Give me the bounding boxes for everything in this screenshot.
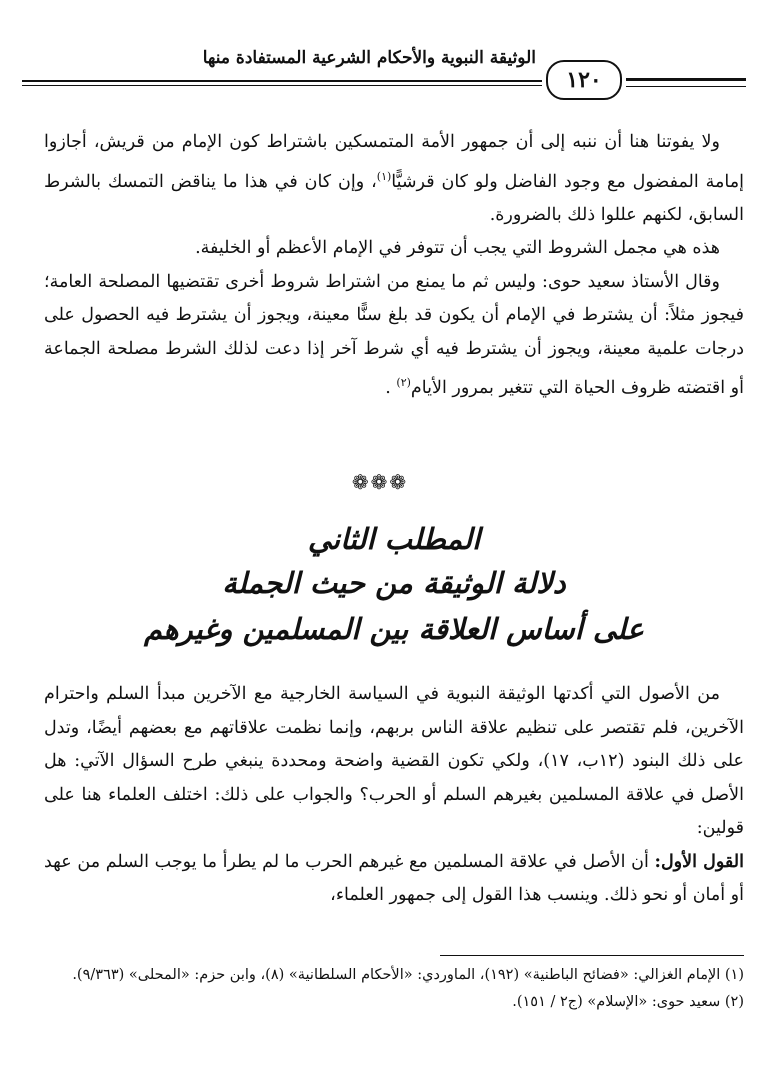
footnote-1: (١) الإمام الغزالي: «فضائح الباطنية» (١٩٢)، الماوردي: «الأحكام السلطانية» (٨)، وابن حزم: «المحلى» (٩/٣٦٣).	[72, 967, 744, 983]
paragraph-text: ، وإن كان في هذا ما يناقض التمسك بالشرط السابق، لكنهم عللوا ذلك بالضرورة.	[44, 171, 744, 225]
footnote-2: (٢) سعيد حوى: «الإسلام» (ج٢ / ١٥١).	[512, 994, 744, 1010]
page-number: ١٢٠	[546, 60, 622, 100]
paragraph-text: ولا يفوتنا هنا أن ننبه إلى أن جمهور الأمة المتمسكين باشتراط كون الإمام من قريش، أجازوا إمامة المفضول مع وجود الفاضل ولو كان قرشيًّا	[44, 132, 744, 192]
footnote-rule	[440, 955, 744, 956]
paragraph-text: .	[385, 378, 397, 399]
section-two	[44, 678, 744, 913]
page-number-rule-thin	[626, 86, 746, 87]
paragraph-text: أن الأصل في علاقة المسلمين مع غيرهم الحرب ما لم يطرأ ما يوجب السلم من عهد أو أمان أو نحو ذلك. وينسب هذا القول إلى جمهور العلماء،	[44, 851, 744, 905]
page-number-rule	[626, 78, 746, 81]
paragraph: هذه هي مجمل الشروط التي يجب أن تتوفر في الإمام الأعظم أو الخليفة.	[195, 238, 720, 259]
opinion-label: القول الأول:	[654, 851, 744, 872]
paragraph	[44, 126, 744, 232]
section-heading-line1: المطلب الثاني	[307, 522, 481, 556]
footnote-ref: (٢)	[396, 376, 411, 390]
running-title: الوثيقة النبوية والأحكام الشرعية المستفادة منها	[202, 48, 536, 68]
paragraph	[44, 266, 744, 406]
footnote-ref: (١)	[376, 169, 392, 183]
section-one	[44, 126, 744, 406]
paragraph	[44, 846, 744, 913]
ornament-divider: ❁❁❁	[351, 470, 409, 494]
header-rule	[22, 80, 542, 82]
header-rule-thin	[22, 85, 542, 86]
paragraph-text: وقال الأستاذ سعيد حوى: وليس ثم ما يمنع من اشتراط شروط أخرى تقتضيها المصلحة العامة؛ فيجوز مثلاً: أن يشترط في الإمام أن يكون قد بلغ سنًّا معينة، ويجوز أن يشترط فيه الحصول على درجات علمية معينة، ويجوز أن يشترط فيه أي شرط آخر إذا دعت لذلك الشرط مصلحة الجماعة أو اقتضته ظروف الحياة التي تتغير بمرور الأيام	[44, 271, 744, 399]
footnotes	[44, 962, 744, 1016]
section-heading-line3: على أساس العلاقة بين المسلمين وغيرهم	[144, 612, 644, 646]
section-heading-line2: دلالة الوثيقة من حيث الجملة	[222, 566, 566, 600]
paragraph: من الأصول التي أكدتها الوثيقة النبوية في السياسة الخارجية مع الآخرين مبدأ السلم واحترام الآخرين، فلم تقتصر على تنظيم علاقة الناس بربهم، وإنما نظمت علاقاتهم مع بعضهم أيضًا، وتدل على ذلك البنود (١٢ب، ١٧)، ولكي تكون القضية واضحة ومحددة ينبغي طرح السؤال الآتي: هل الأصل في علاقة المسلمين بغيرهم السلم أو الحرب؟ والجواب على ذلك: اختلف العلماء هنا على قولين:	[44, 684, 744, 838]
